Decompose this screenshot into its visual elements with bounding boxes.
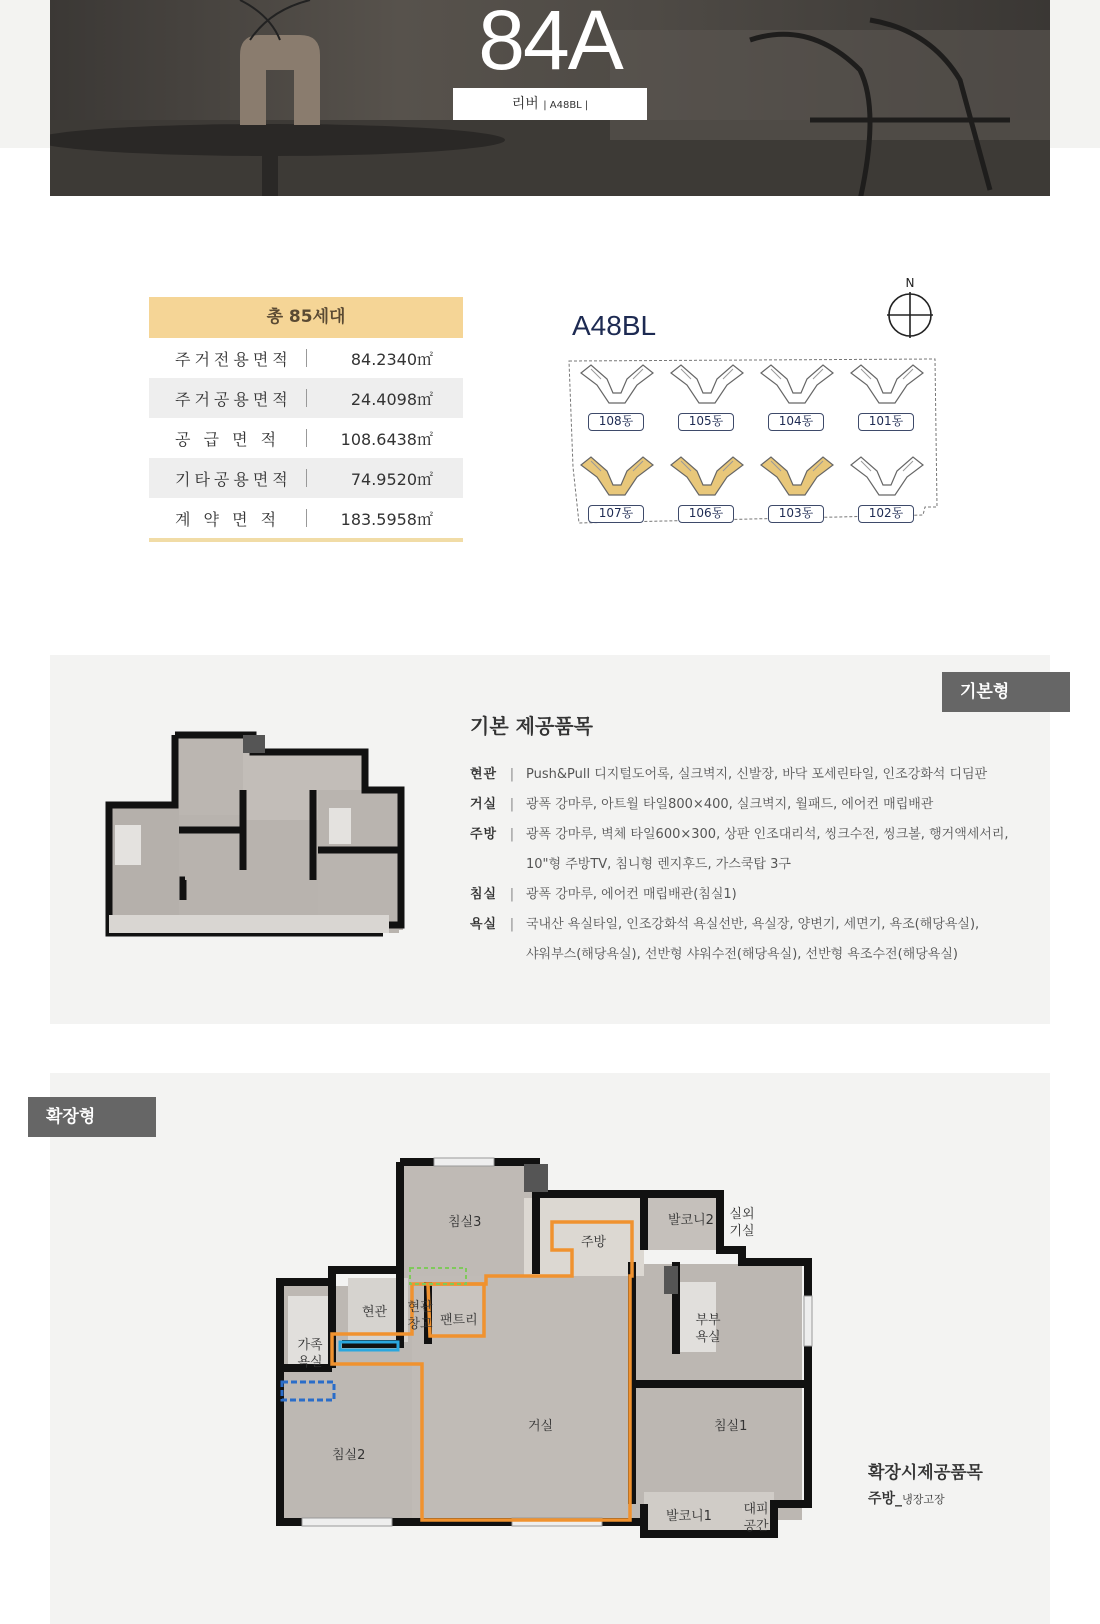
block-code: | A48BL | [543, 100, 589, 111]
item-room: 침실 [470, 887, 498, 902]
basic-items-list [470, 760, 1030, 970]
extended-item-room: 주방_ [868, 1491, 903, 1507]
building-marker [577, 455, 655, 525]
room-label-kitchen: 주방 [581, 1235, 607, 1250]
area-row [149, 378, 463, 418]
area-label: 계 약 면 적 [149, 507, 307, 530]
room-label-entrance-storage: 현관창고 [407, 1300, 433, 1332]
unit-type-subtitle [453, 88, 647, 120]
building-label: 105동 [678, 413, 734, 431]
list-item: 현관 | Push&Pull 디지털도어록, 실크벽지, 신발장, 바닥 포세린타일, 인조강화석 디딤판 [470, 760, 1030, 790]
room-label-family-bath: 가족욕실 [297, 1338, 323, 1370]
area-row [149, 498, 463, 538]
room-label-entrance: 현관 [362, 1305, 388, 1320]
site-block-title: A48BL [572, 310, 657, 341]
item-text: 광폭 강마루, 벽체 타일600×300, 상판 인조대리석, 씽크수전, 씽크볼, 행거액세서리, [526, 827, 1009, 842]
building-label: 108동 [588, 413, 644, 431]
area-value: 183.5958㎡ [340, 509, 433, 529]
list-item: 거실 | 광폭 강마루, 아트월 타일800×400, 실크벽지, 월패드, 에어컨 매립배관 [470, 790, 1030, 820]
building-label: 107동 [588, 505, 644, 523]
building-marker [757, 363, 835, 433]
extended-items-title: 확장시제공품목 [868, 1463, 983, 1483]
area-table [149, 297, 463, 542]
building-marker [847, 455, 925, 525]
room-label-balcony2: 발코니2 [668, 1213, 714, 1228]
room-label-evacuation: 대피공간 [743, 1502, 769, 1534]
site-plan-map [567, 357, 939, 525]
item-text: 10"형 주방TV, 침니형 렌지후드, 가스쿡탑 3구 [526, 857, 791, 872]
building-label: 101동 [858, 413, 914, 431]
building-label: 106동 [678, 505, 734, 523]
list-item-continued [470, 850, 1030, 880]
item-text: 샤워부스(해당욕실), 선반형 샤워수전(해당욕실), 선반형 욕조수전(해당욕실) [526, 947, 958, 962]
hero-banner [50, 0, 1050, 196]
households-header: 총 85세대 [149, 297, 463, 338]
table-footer-rule [149, 538, 463, 542]
area-row [149, 458, 463, 498]
complex-name: 리버 [511, 96, 539, 112]
basic-floor-plan [103, 730, 408, 945]
room-label-pantry: 팬트리 [440, 1313, 478, 1328]
list-item: 욕실 | 국내산 욕실타일, 인조강화석 욕실선반, 욕실장, 양변기, 세면기, 욕조(해당욕실), [470, 910, 1030, 940]
area-value: 84.2340㎡ [350, 349, 433, 369]
area-value: 108.6438㎡ [340, 429, 433, 449]
building-label: 103동 [768, 505, 824, 523]
item-text: 국내산 욕실타일, 인조강화석 욕실선반, 욕실장, 양변기, 세면기, 욕조(해당욕실), [526, 917, 980, 932]
area-label: 기타공용면적 [149, 467, 307, 490]
room-label-bed3: 침실3 [448, 1215, 482, 1230]
building-marker [577, 363, 655, 433]
building-label: 102동 [858, 505, 914, 523]
item-room: 현관 [470, 767, 498, 782]
building-label: 104동 [768, 413, 824, 431]
item-text: 광폭 강마루, 에어컨 매립배관(침실1) [526, 887, 737, 902]
extended-type-badge: 확장형 [28, 1097, 156, 1137]
room-label-outdoor-unit: 실외기실 [729, 1207, 755, 1239]
room-label-living: 거실 [528, 1419, 554, 1434]
building-marker [667, 455, 745, 525]
basic-type-badge: 기본형 [942, 672, 1070, 712]
item-room: 주방 [470, 827, 498, 842]
extended-item [868, 1488, 945, 1508]
room-label-bed1: 침실1 [714, 1419, 748, 1434]
item-text: Push&Pull 디지털도어록, 실크벽지, 신발장, 바닥 포세린타일, 인조강화석 디딤판 [526, 767, 988, 782]
item-room: 욕실 [470, 917, 498, 932]
room-label-master-bath: 부부욕실 [695, 1313, 721, 1345]
area-row [149, 418, 463, 458]
basic-items-title: 기본 제공품목 [470, 714, 593, 738]
area-row [149, 338, 463, 378]
room-label-bed2: 침실2 [332, 1448, 366, 1463]
building-marker [757, 455, 835, 525]
item-room: 거실 [470, 797, 498, 812]
item-text: 광폭 강마루, 아트월 타일800×400, 실크벽지, 월패드, 에어컨 매립배관 [526, 797, 934, 812]
area-label: 공 급 면 적 [149, 427, 307, 450]
building-marker [847, 363, 925, 433]
list-item-continued [470, 940, 1030, 970]
unit-type-title: 84A [478, 0, 622, 87]
building-marker [667, 363, 745, 433]
north-label: N [905, 276, 915, 290]
list-item: 침실 | 광폭 강마루, 에어컨 매립배관(침실1) [470, 880, 1030, 910]
list-item: 주방 | 광폭 강마루, 벽체 타일600×300, 상판 인조대리석, 씽크수전, 씽크볼, 행거액세서리, [470, 820, 1030, 850]
room-label-balcony1: 발코니1 [666, 1509, 712, 1524]
area-label: 주거전용면적 [149, 347, 307, 370]
area-label: 주거공용면적 [149, 387, 307, 410]
extended-item-text: 냉장고장 [902, 1493, 945, 1506]
north-compass-icon [885, 276, 935, 340]
area-value: 74.9520㎡ [350, 469, 433, 489]
area-value: 24.4098㎡ [350, 389, 433, 409]
